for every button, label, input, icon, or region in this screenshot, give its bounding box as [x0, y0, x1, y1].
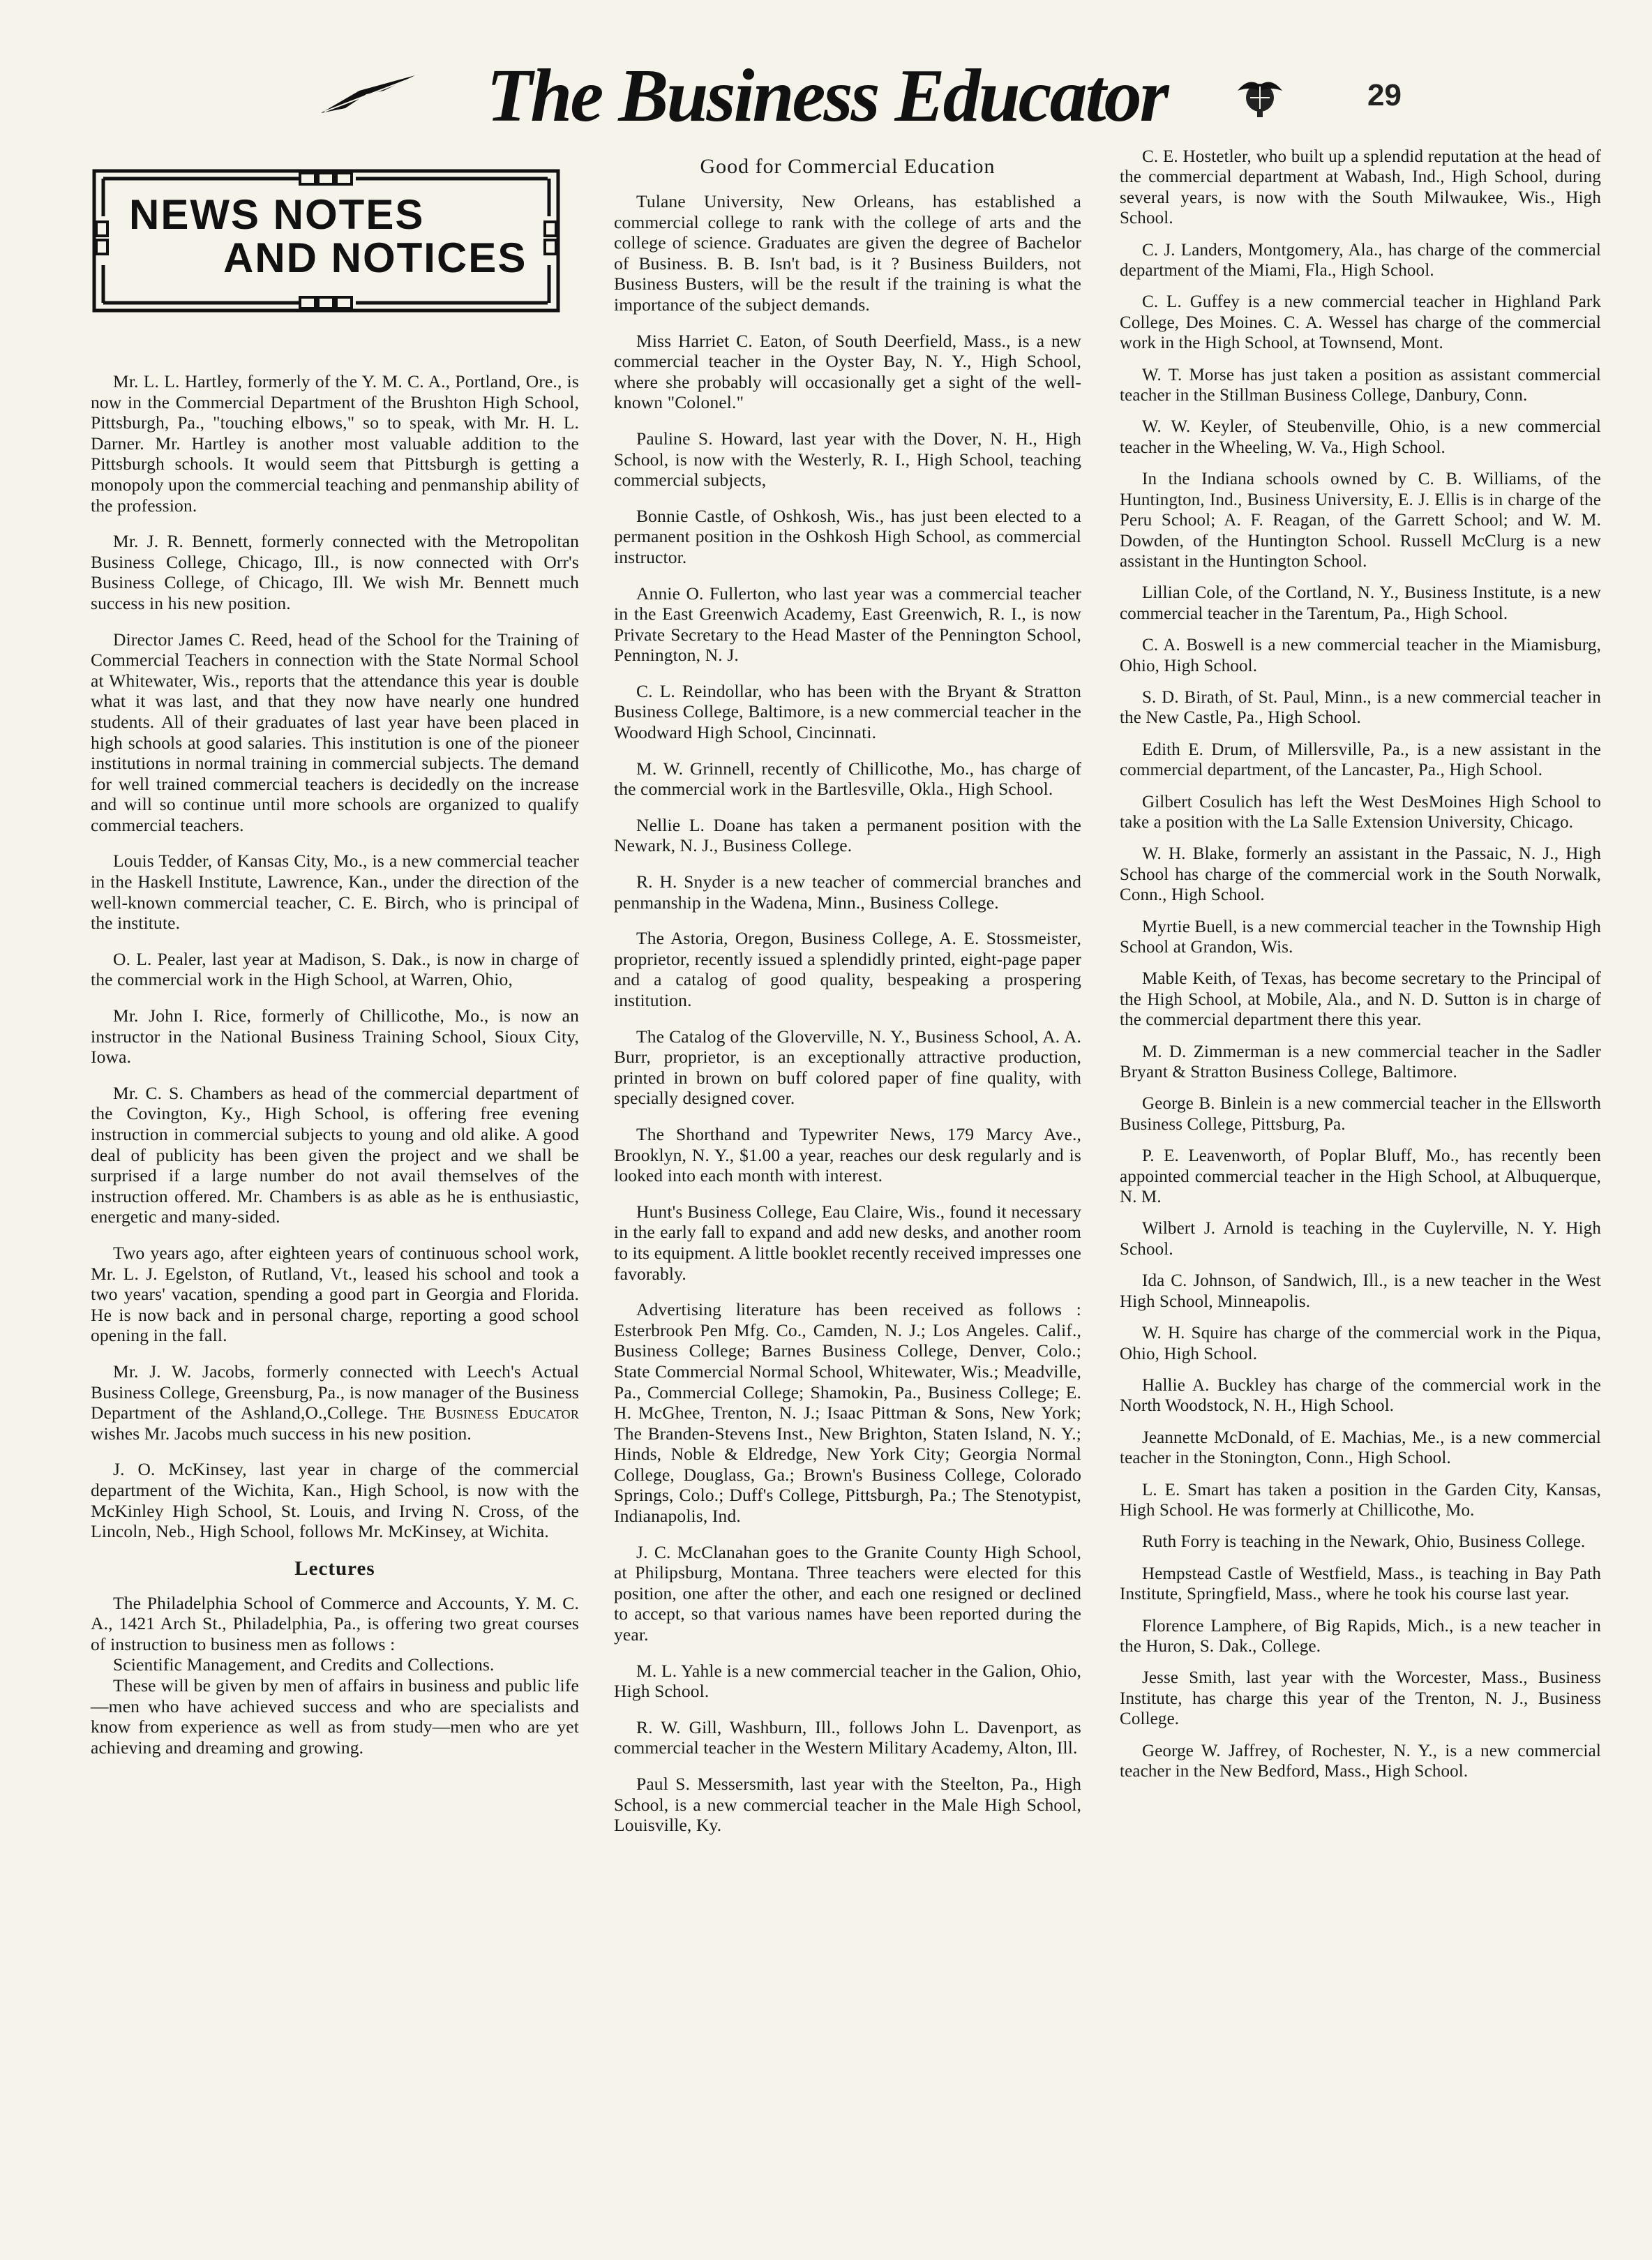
paragraph: Two years ago, after eighteen years of continuous school work, Mr. L. J. Egelston, of Rutland, Vt., leased his school and took a two years' vacation, spending a good part in Georgia and Florida. He is now back and in personal charge, reporting a good school opening in the fall. [91, 1242, 579, 1346]
paragraph: C. J. Landers, Montgomery, Ala., has charge of the commercial department of the Miami, Fla., High School. [1120, 240, 1601, 280]
paragraph: W. H. Squire has charge of the commercial work in the Piqua, Ohio, High School. [1120, 1324, 1601, 1363]
paragraph: Miss Harriet C. Eaton, of South Deerfield, Mass., is a new commercial teacher in the Oyster Bay, N. Y., High School, where she probably will occasionally get a sight of the well-known "Colonel." [614, 330, 1081, 413]
paragraph: C. A. Boswell is a new commercial teacher in the Miamisburg, Ohio, High School. [1120, 636, 1601, 675]
paragraph: R. H. Snyder is a new teacher of commercial branches and penmanship in the Wadena, Minn., Business College. [614, 871, 1081, 913]
paragraph: The Philadelphia School of Commerce and Accounts, Y. M. C. A., 1421 Arch St., Philadelphia, Pa., is offering two great courses of instruction to business men as follows : [91, 1592, 579, 1654]
news-notes-title-box [91, 167, 562, 314]
paragraph: P. E. Leavenworth, of Poplar Bluff, Mo., has recently been appointed commercial teacher in the High School, at Albuquerque, N. M. [1120, 1146, 1601, 1207]
paragraph: W. H. Blake, formerly an assistant in the Passaic, N. J., High School has charge of the commercial work in the South Norwalk, Conn., High School. [1120, 844, 1601, 905]
masthead-title: The Business Educator [486, 54, 1167, 137]
paragraph: J. C. McClanahan goes to the Granite County High School, at Philipsburg, Montana. Three teachers were elected for this position, one after the other, and each one resigned or declined to accept, so that various names have been reported during the year. [614, 1541, 1081, 1645]
paragraph-text: Mr. J. W. Jacobs, formerly connected with Leech's Actual Business College, Greensburg, Pa., is now manager of the Business Department of the Ashland,O.,College. [91, 1361, 579, 1423]
section-heading: Good for Commercial Education [700, 155, 996, 178]
paragraph: Advertising literature has been received as follows : Esterbrook Pen Mfg. Co., Camden, N. J.; Los Angeles. Calif., Business College; Barnes Business College, Denver, Colo.; State Commercial Normal School, Whitewater, Wis.; Meadville, Pa., Commercial College; Shamokin, Pa., Business College; E. H. McGhee, Trenton, N. J.; Isaac Pittman & Sons, New York; The Branden-Stevens Inst., New Brighton, Staten Island, N. Y.; Hinds, Noble & Eldredge, New York City; Georgia Normal College, Douglass, Ga.; Brown's Business College, Colorado Springs, Colo.; Duff's College, Pittsburgh, Pa.; The Stenotypist, Indianapolis, Ind. [614, 1299, 1081, 1527]
paragraph: W. T. Morse has just taken a position as assistant commercial teacher in the Stillman Business College, Danbury, Conn. [1120, 365, 1601, 405]
paragraph: S. D. Birath, of St. Paul, Minn., is a new commercial teacher in the New Castle, Pa., High School. [1120, 687, 1601, 728]
paragraph: Scientific Management, and Credits and Collections. [113, 1654, 495, 1675]
paragraph: Jesse Smith, last year with the Worcester, Mass., Business Institute, has charge this year of the Trenton, N. J., Business College. [1120, 1668, 1601, 1729]
paragraph: Mable Keith, of Texas, has become secretary to the Principal of the High School, at Mobile, Ala., and N. D. Sutton is in charge of the commercial department there this year. [1120, 969, 1601, 1030]
paragraph: Louis Tedder, of Kansas City, Mo., is a new commercial teacher in the Haskell Institute, Lawrence, Kan., under the direction of the well-known commercial teacher, C. E. Birch, who is principal of the institute. [91, 851, 579, 934]
paragraph: Tulane University, New Orleans, has established a commercial college to rank with the college of arts and the college of science. Graduates are given the degree of Bachelor of Business. B. B. Isn't bad, is it ? Business Builders, not Business Busters, will be the result if the training is what the importance of the subject demands. [614, 191, 1081, 315]
news-title-line1: NEWS NOTES [129, 191, 425, 238]
paragraph: In the Indiana schools owned by C. B. Williams, of the Huntington, Ind., Business University, E. J. Ellis is in charge of the Peru School; A. F. Reagan, of the Garrett School; and W. M. Dowden, of the Huntington School. Russell McClurg is a new assistant in the Huntington School. [1120, 470, 1601, 571]
lectures-heading: Lectures [294, 1557, 375, 1580]
paragraph: Mr. C. S. Chambers as head of the commercial department of the Covington, Ky., High School, is offering free evening instruction in commercial subjects to young and old alike. A good deal of publicity has been given the project and we shall be surprised if a large number do not avail themselves of the instruction offered. Mr. Chambers is as able as he is enthusiastic, energetic and many-sided. [91, 1082, 579, 1227]
paragraph: George W. Jaffrey, of Rochester, N. Y., is a new commercial teacher in the New Bedford, Mass., High School. [1120, 1741, 1601, 1781]
news-title-line2: AND NOTICES [223, 234, 527, 281]
masthead [0, 0, 1652, 147]
paragraph: Hallie A. Buckley has charge of the commercial work in the North Woodstock, N. H., High School. [1120, 1375, 1601, 1416]
paragraph: M. L. Yahle is a new commercial teacher in the Galion, Ohio, High School. [614, 1660, 1081, 1702]
paragraph: Ruth Forry is teaching in the Newark, Ohio, Business College. [1142, 1532, 1586, 1552]
paragraph: Florence Lamphere, of Big Rapids, Mich., is a new teacher in the Huron, S. Dak., College. [1120, 1616, 1601, 1656]
paragraph: Nellie L. Doane has taken a permanent position with the Newark, N. J., Business College. [614, 814, 1081, 856]
paragraph: C. E. Hostetler, who built up a splendid reputation at the head of the commercial department at Wabash, Ind., High School, during several years, is now with the South Milwaukee, Wis., High School. [1120, 147, 1601, 228]
paragraph: L. E. Smart has taken a position in the Garden City, Kansas, High School. He was formerly at Chillicothe, Mo. [1120, 1480, 1601, 1520]
winged-globe-icon [1235, 70, 1285, 120]
paragraph: Wilbert J. Arnold is teaching in the Cuylerville, N. Y. High School. [1120, 1219, 1601, 1259]
paragraph: Paul S. Messersmith, last year with the Steelton, Pa., High School, is a new commercial teacher in the Male High School, Louisville, Ky. [614, 1774, 1081, 1836]
paragraph: M. D. Zimmerman is a new commercial teacher in the Sadler Bryant & Stratton Business College, Baltimore. [1120, 1042, 1601, 1082]
paragraph [91, 1361, 579, 1444]
paragraph: O. L. Pealer, last year at Madison, S. Dak., is now in charge of the commercial work in the High School, at Warren, Ohio, [91, 948, 579, 990]
paragraph: Annie O. Fullerton, who last year was a commercial teacher in the East Greenwich Academy, East Greenwich, R. I., is now Private Secretary to the Head Master of the Pennington School, Pennington, N. J. [614, 583, 1081, 666]
paragraph: R. W. Gill, Washburn, Ill., follows John L. Davenport, as commercial teacher in the Western Military Academy, Alton, Ill. [614, 1716, 1081, 1758]
paragraph: Mr. John I. Rice, formerly of Chillicothe, Mo., is now an instructor in the National Business Training School, Sioux City, Iowa. [91, 1005, 579, 1068]
publication-name: The Business Educator [397, 1402, 579, 1423]
paragraph: Mr. J. R. Bennett, formerly connected with the Metropolitan Business College, Chicago, Ill., is now connected with Orr's Business College, of Chicago, Ill. We wish Mr. Bennett much success in his new position. [91, 531, 579, 613]
paragraph: C. L. Reindollar, who has been with the Bryant & Stratton Business College, Baltimore, is a new commercial teacher in the Woodward High School, Cincinnati. [614, 680, 1081, 743]
paragraph: Edith E. Drum, of Millersville, Pa., is a new assistant in the commercial department, of the Lancaster, Pa., High School. [1120, 740, 1601, 780]
paragraph: Gilbert Cosulich has left the West DesMoines High School to take a position with the La Salle Extension University, Chicago. [1120, 792, 1601, 832]
paragraph: George B. Binlein is a new commercial teacher in the Ellsworth Business College, Pittsburg, Pa. [1120, 1094, 1601, 1134]
paragraph: The Catalog of the Gloverville, N. Y., Business School, A. A. Burr, proprietor, is an exceptionally attractive production, printed in brown on buff colored paper of fine quality, with specially designed cover. [614, 1026, 1081, 1109]
page-number: 29 [1367, 78, 1402, 112]
paragraph: Hunt's Business College, Eau Claire, Wis., found it necessary in the early fall to expand and add new desks, and another room to its equipment. A little booklet recently received impresses one favorably. [614, 1201, 1081, 1284]
paragraph: Lillian Cole, of the Cortland, N. Y., Business Institute, is a new commercial teacher in the Tarentum, Pa., High School. [1120, 583, 1601, 623]
paragraph: Hempstead Castle of Westfield, Mass., is teaching in Bay Path Institute, Springfield, Mass., where he took his course last year. [1120, 1564, 1601, 1604]
paragraph: J. O. McKinsey, last year in charge of the commercial department of the Wichita, Kan., High School, is now with the McKinley High School, St. Louis, and Irving N. Cross, of the Lincoln, Neb., High School, follows Mr. McKinsey, at Wichita. [91, 1459, 579, 1542]
paragraph: Director James C. Reed, head of the School for the Training of Commercial Teachers in connection with the State Normal School at Whitewater, Wis., reports that the attendance this year is double what it was last, and that they now have nearly one hundred students. All of their graduates of last year have been placed in high schools at good salaries. This institution is one of the pioneer institutions in normal training in commercial subjects. The demand for well trained commercial teachers is decidedly on the increase and will so continue until more schools are organized to qualify commercial teachers. [91, 629, 579, 835]
paragraph: Jeannette McDonald, of E. Machias, Me., is a new commercial teacher in the Stonington, Conn., High School. [1120, 1428, 1601, 1468]
paragraph: Mr. L. L. Hartley, formerly of the Y. M. C. A., Portland, Ore., is now in the Commercial Department of the Brushton High School, Pittsburgh, Pa., "touching elbows," so to speak, with Mr. H. L. Darner. Mr. Hartley is another most valuable addition to the Pittsburgh schools. It would seem that Pittsburgh is getting a monopoly upon the commercial teaching and penmanship ability of the profession. [91, 371, 579, 516]
paragraph: These will be given by men of affairs in business and public life—men who have achieved success and who are specialists and know from experience as well as from study—men who are yet achieving and dreaming and growing. [91, 1675, 579, 1758]
quill-pen-icon [317, 70, 422, 119]
paragraph: Pauline S. Howard, last year with the Dover, N. H., High School, is now with the Westerly, R. I., High School, teaching commercial subjects, [614, 428, 1081, 491]
paragraph: M. W. Grinnell, recently of Chillicothe, Mo., has charge of the commercial work in the Bartlesville, Okla., High School. [614, 758, 1081, 800]
paragraph: Ida C. Johnson, of Sandwich, Ill., is a new teacher in the West High School, Minneapolis. [1120, 1271, 1601, 1311]
paragraph: The Astoria, Oregon, Business College, A. E. Stossmeister, proprietor, recently issued a splendidly printed, eight-page paper and a catalog of good quality, bespeaking a prospering institution. [614, 928, 1081, 1010]
paragraph: Bonnie Castle, of Oshkosh, Wis., has just been elected to a permanent position in the Oshkosh High School, as commercial instructor. [614, 505, 1081, 567]
paragraph: Myrtie Buell, is a new commercial teacher in the Township High School at Grandon, Wis. [1120, 917, 1601, 957]
paragraph: C. L. Guffey is a new commercial teacher in Highland Park College, Des Moines. C. A. Wessel has charge of the commercial work in the High School, at Townsend, Mont. [1120, 292, 1601, 353]
paragraph: The Shorthand and Typewriter News, 179 Marcy Ave., Brooklyn, N. Y., $1.00 a year, reaches our desk regularly and is looked into each month with interest. [614, 1123, 1081, 1186]
paragraph: W. W. Keyler, of Steubenville, Ohio, is a new commercial teacher in the Wheeling, W. Va., High School. [1120, 417, 1601, 457]
paragraph-text: wishes Mr. Jacobs much success in his new position. [91, 1423, 472, 1444]
